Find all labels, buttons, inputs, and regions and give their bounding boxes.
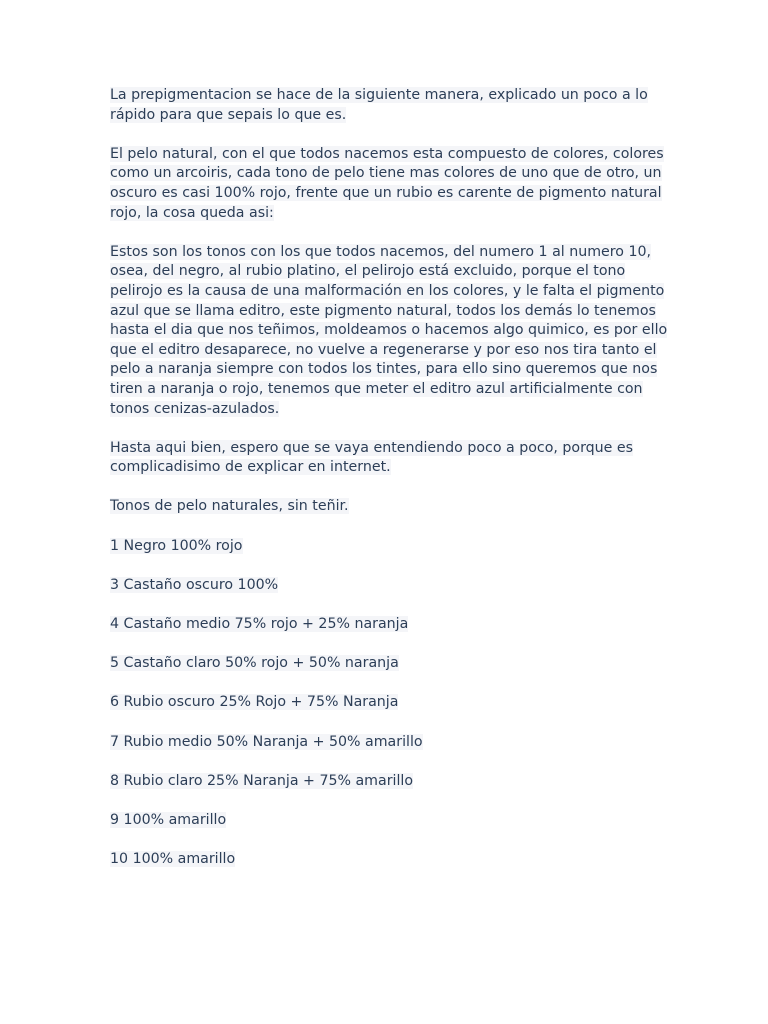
progress-paragraph: Hasta aqui bien, espero que se vaya entendiendo poco a poco, porque es complicadisimo de explicar en internet.: [110, 439, 634, 476]
tone-item: 7 Rubio medio 50% Naranja + 50% amarillo: [110, 733, 423, 750]
tone-item: 6 Rubio oscuro 25% Rojo + 75% Naranja: [110, 694, 399, 711]
tone-item: 1 Negro 100% rojo: [110, 537, 243, 554]
tone-item: 9 100% amarillo: [110, 811, 227, 828]
tone-item: 4 Castaño medio 75% rojo + 25% naranja: [110, 616, 409, 633]
tone-item: 8 Rubio claro 25% Naranja + 75% amarillo: [110, 772, 414, 789]
intro-paragraph: La prepigmentacion se hace de la siguiente manera, explicado un poco a lo rápido para que sepais lo que es.: [110, 87, 648, 123]
natural-tones-heading: Tonos de pelo naturales, sin teñir.: [110, 498, 349, 515]
document-body: [110, 86, 670, 889]
tone-item: 5 Castaño claro 50% rojo + 50% naranja: [110, 655, 399, 672]
tones-explanation-paragraph: Estos son los tonos con los que todos nacemos, del numero 1 al numero 10, osea, del negro, al rubio platino, el pelirojo está excluido, porque el tono pelirojo es la causa de una malformación en los colores, y le falta el pigmento azul que se llama editro, este pigmento natural, todos los demás lo tenemos hasta el dia que nos teñimos, moldeamos o hacemos algo quimico, es por ello que el editro desaparece, no vuelve a regenerarse y por eso nos tira tanto el pelo a naranja siempre con todos los tintes, para ello sino queremos que nos tiren a naranja o rojo, tenemos que meter el editro azul artificialmente con tonos cenizas-azulados.: [110, 243, 668, 417]
natural-hair-paragraph: El pelo natural, con el que todos nacemos esta compuesto de colores, colores como un arcoiris, cada tono de pelo tiene mas colores de uno que de otro, un oscuro es casi 100% rojo, frente que un rubio es carente de pigmento natural rojo, la cosa queda asi:: [110, 145, 664, 221]
tone-item: 10 100% amarillo: [110, 851, 236, 868]
tone-item: 3 Castaño oscuro 100%: [110, 576, 279, 593]
